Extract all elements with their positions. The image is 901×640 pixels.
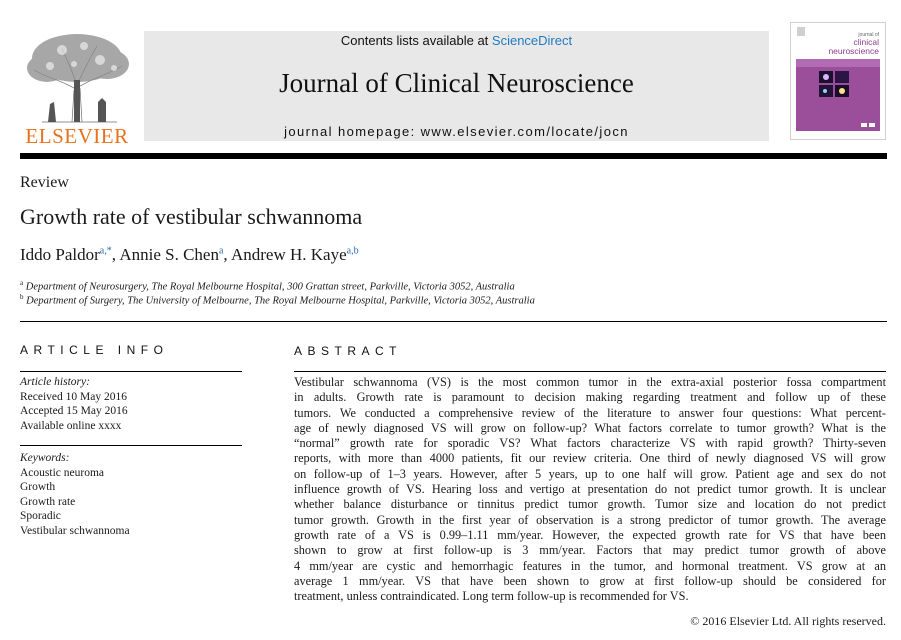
keyword-item: Acoustic neuroma — [20, 466, 104, 479]
abstract-line: age of newly diagnosed VS will grow on follow-up? What factors correlate to tumor growth? What is the — [294, 420, 886, 435]
abstract-line: influence growth of VS. Hearing loss and vertigo at presentation do not predict tumor growth. It is unclear — [294, 482, 886, 497]
abstract-line: 4 mm/year are cystic and hemorrhagic features in the tumor, and hormonal treatment. VS grow at an — [294, 558, 886, 573]
abstract-line: reports, with more than 4000 patients, fit our review criteria. One third of newly diagnosed VS will grow — [294, 451, 886, 466]
abstract-line: treatment, unless contraindicated. Long term follow-up is recommended for VS. — [294, 589, 689, 604]
keyword-item: Growth rate — [20, 495, 76, 508]
sciencedirect-link[interactable]: ScienceDirect — [491, 33, 573, 48]
author-affiliation-mark[interactable]: a,b — [346, 245, 359, 257]
journal-cover — [790, 22, 886, 140]
author-list — [20, 245, 359, 265]
abstract-heading: ABSTRACT — [294, 344, 403, 358]
abstract-line: “normal” growth rate for sporadic VS? What factors characterize VS with rapid growth? Thirty-seven — [294, 436, 886, 451]
copyright-notice: © 2016 Elsevier Ltd. All rights reserved. — [690, 614, 886, 628]
author-name[interactable]: Annie S. Chen — [119, 245, 219, 264]
author-separator: , — [111, 245, 120, 264]
contents-line — [144, 33, 769, 48]
article-title: Growth rate of vestibular schwannoma — [20, 204, 363, 229]
journal-homepage[interactable]: journal homepage: www.elsevier.com/locate/jocn — [284, 124, 629, 139]
abstract-line: on follow-up of 1–3 years. However, after 5 years, up to one half will grow. Patient age and sex do not — [294, 466, 886, 481]
history-label: Article history: — [20, 376, 90, 388]
cover-title-line2: clinical — [853, 37, 879, 47]
abstract-line: growth rate of a VS is 0.99–1.11 mm/year. However, the expected growth rate for VS that have been — [294, 527, 886, 542]
author-affiliation-mark[interactable]: a,* — [99, 245, 112, 257]
abstract-line: Vestibular schwannoma (VS) is the most common tumor in the extra-axial posterior fossa compartment — [294, 375, 886, 389]
affiliation — [20, 279, 515, 293]
publisher-wordmark: ELSEVIER — [25, 124, 129, 148]
keywords-list — [20, 451, 130, 539]
keyword-item: Sporadic — [20, 510, 61, 523]
author-name[interactable]: Andrew H. Kaye — [230, 245, 347, 264]
cover-title-line1: journal of — [858, 32, 879, 38]
elsevier-tree-icon — [22, 30, 132, 124]
history-item: Available online xxxx — [20, 419, 122, 432]
history-item: Accepted 15 May 2016 — [20, 405, 128, 418]
abstract-line: average 1 mm/year. VS that have been shown to grow at first follow-up should be considered for — [294, 573, 886, 588]
author-affiliation-mark[interactable]: a — [218, 245, 224, 257]
affiliation-mark: a — [20, 279, 24, 287]
header-rule — [20, 153, 887, 159]
abstract-text — [294, 375, 886, 604]
abstract-line: in adults. Growth rate is paramount to decision making regarding treatment and follow up of these — [294, 390, 886, 405]
author-separator: , — [223, 245, 231, 264]
keyword-item: Growth — [20, 481, 56, 494]
cover-title-line3: neuroscience — [828, 46, 879, 56]
affiliation-mark: b — [20, 293, 24, 301]
abstract-line: tumor growth. Growth in the first year of observation is a strong predictor of tumor growth. The average — [294, 512, 886, 527]
keyword-item: Vestibular schwannoma — [20, 524, 130, 537]
elsevier-logo — [18, 30, 136, 148]
keywords-label: Keywords: — [20, 452, 70, 464]
section-divider — [20, 321, 887, 322]
journal-banner — [144, 31, 769, 141]
abstract-line: shown to grow at first follow-up is 3 mm/year. Factors that may predict tumor growth of above — [294, 543, 886, 558]
article-info-heading: ARTICLE INFO — [20, 343, 169, 357]
abstract-line: whether balance disturbance or tinnitus predict tumor growth. Tumor size and location do not predict — [294, 497, 886, 512]
history-item: Received 10 May 2016 — [20, 390, 127, 403]
keywords-rule — [20, 445, 242, 446]
article-history — [20, 375, 128, 433]
abstract-rule — [294, 371, 886, 372]
affiliation-text: Department of Neurosurgery, The Royal Melbourne Hospital, 300 Grattan street, Parkville, Victoria 3052, Australia — [25, 281, 515, 293]
article-type: Review — [20, 174, 69, 191]
affiliation-text: Department of Surgery, The University of Melbourne, The Royal Melbourne Hospital, Parkville, Victoria 3052, Australia — [26, 295, 535, 307]
cover-title — [828, 32, 879, 56]
article-info-rule — [20, 371, 242, 372]
contents-prefix: Contents lists available at — [340, 33, 492, 48]
author-name[interactable]: Iddo Paldor — [20, 245, 100, 264]
journal-title: Journal of Clinical Neuroscience — [279, 68, 634, 98]
affiliation — [20, 293, 535, 307]
abstract-line: tumors. We conducted a comprehensive review of the literature to answer four questions: What percent- — [294, 405, 886, 420]
